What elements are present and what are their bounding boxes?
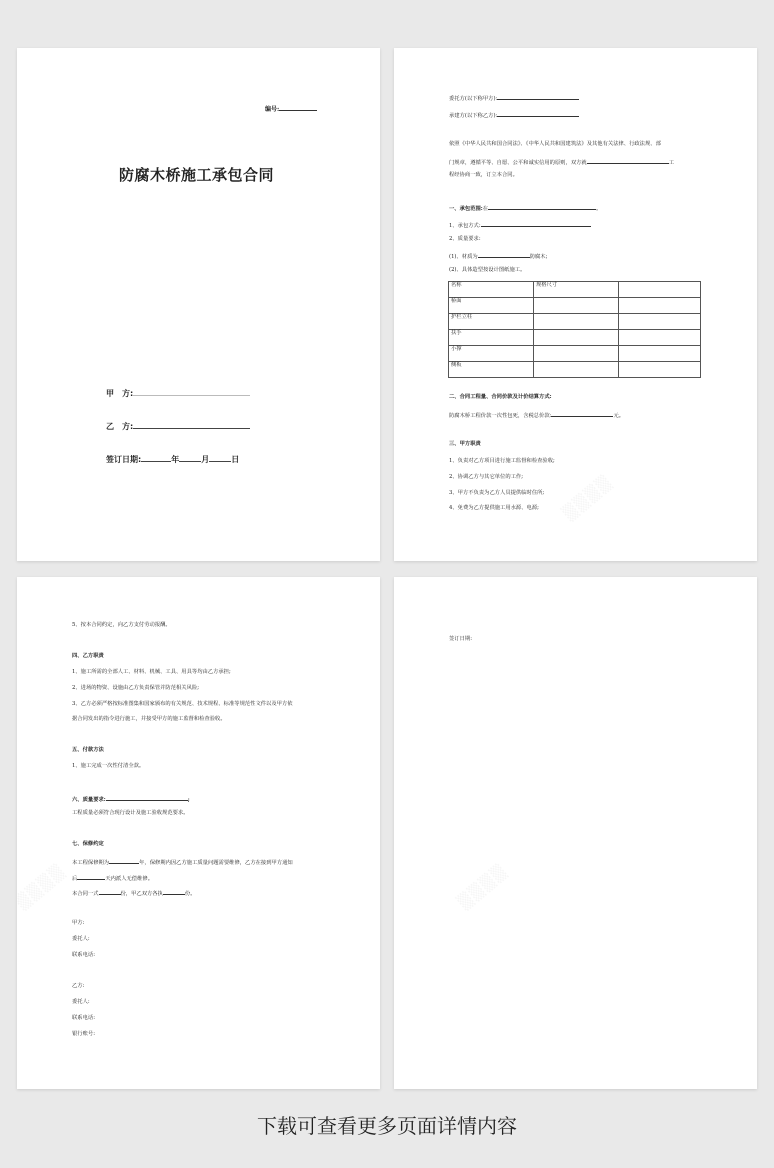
item-1	[449, 220, 591, 230]
table-cell	[619, 362, 701, 378]
spec-table	[448, 281, 701, 378]
intro-line-2	[449, 157, 674, 167]
client-blank	[497, 93, 579, 100]
month-label: 月	[201, 455, 210, 464]
watermark	[17, 861, 69, 912]
intro-line-1: 依照《中华人民共和国合同法》、《中华人民共和国建筑法》及其他有关法律、行政法规、部	[449, 141, 661, 147]
table-cell: 小撑	[449, 346, 534, 362]
intro-2-end: 工	[668, 160, 675, 166]
page-4	[394, 577, 757, 1089]
sign-date-field	[106, 452, 239, 465]
contract-number-line	[279, 104, 317, 111]
client-line	[449, 93, 579, 103]
table-row	[449, 346, 701, 362]
method-blank	[481, 220, 591, 227]
section-6-title: 六、质量要求:	[72, 797, 106, 803]
party-b-line	[133, 419, 250, 429]
project-blank	[587, 157, 669, 164]
section-4-item: 2、进场的物资、设施由乙方负责保管并防范相关风险;	[72, 685, 199, 691]
table-cell: 桥面	[449, 298, 534, 314]
item-2-2: (2)、具体造型按设计图纸施工。	[449, 267, 526, 273]
section-6-text: 工程质量必须符合现行设计及施工验收规范要求。	[72, 810, 189, 816]
party-b-label: 乙 方:	[106, 422, 134, 431]
price-blank	[551, 410, 613, 417]
section-6-end: ;	[187, 797, 190, 803]
material-blank	[478, 251, 530, 258]
s7-l1-b: 年，保修期内因乙方施工质量问题需要维修，乙方在接到甲方通知	[139, 860, 293, 866]
section-1-heading	[449, 203, 601, 213]
table-cell	[534, 362, 619, 378]
section-7-line-3	[72, 888, 196, 898]
section-2-text	[449, 410, 624, 420]
contract-number	[265, 104, 317, 113]
table-cell	[534, 346, 619, 362]
each-copies-blank	[163, 888, 185, 895]
party-a-label: 甲 方:	[106, 389, 134, 398]
section-2-title: 二、合同工程量、合同价款及计价结算方式:	[449, 394, 552, 400]
table-row	[449, 362, 701, 378]
quality-blank	[106, 794, 188, 801]
copies-blank	[99, 888, 121, 895]
year-label: 年	[171, 455, 180, 464]
table-cell	[619, 282, 701, 298]
bank-account: 银行账号:	[72, 1031, 95, 1037]
month-line	[179, 452, 201, 462]
day-line	[209, 452, 231, 462]
table-row	[449, 330, 701, 346]
trustee-b: 委托人:	[72, 999, 90, 1005]
table-row	[449, 314, 701, 330]
section-4-title: 四、乙方职责	[72, 653, 104, 659]
watermark	[455, 861, 511, 912]
party-a-line	[133, 386, 250, 396]
intro-2-text: 门规章，遵循平等、自愿、公平和诚实信用的原则，双方就	[449, 160, 587, 166]
section-4-item: 3、乙方必须严格按标准图集和国家颁布的有关规范、技术规程、标准等规范性文件以及甲方依	[72, 701, 293, 707]
section-6-heading	[72, 794, 190, 804]
party-a-sign: 甲方:	[72, 920, 85, 926]
section-3-title: 三、甲方职责	[449, 441, 481, 447]
party-b-field	[106, 419, 250, 432]
table-cell: 规格尺寸	[534, 282, 619, 298]
section-3-item: 4、免费为乙方提供施工用水源、电源;	[449, 505, 539, 511]
section-3-item: 3、甲方不负责为乙方人员提供临时住所;	[449, 490, 545, 496]
page-2	[394, 48, 757, 561]
s7-l1-a: 本工程保修期为	[72, 860, 110, 866]
page-cover	[17, 48, 380, 561]
section-7-line-1	[72, 857, 293, 867]
table-cell	[534, 314, 619, 330]
section-1-title: 一、承包范围:	[449, 206, 483, 212]
section-7-line-2	[72, 873, 153, 883]
sign-date-label: 签订日期:	[106, 455, 142, 464]
table-cell	[534, 298, 619, 314]
section-2-text-b: 元。	[613, 413, 625, 419]
s7-l3-c: 份。	[184, 891, 196, 897]
item-2: 2、质量要求:	[449, 236, 481, 242]
table-cell	[619, 330, 701, 346]
section-2-text-a: 防腐木桥工程价款一次性包死，含税总价款:	[449, 413, 552, 419]
item-2-1-end: 防腐木;	[529, 254, 548, 260]
table-cell	[534, 330, 619, 346]
watermark	[560, 472, 616, 523]
day-label: 日	[231, 455, 240, 464]
section-5-title: 五、付款方法	[72, 747, 104, 753]
section-1-at: 在	[482, 206, 489, 212]
client-label: 委托方(以下称甲方):	[449, 96, 498, 102]
section-7-title: 七、保修约定	[72, 841, 104, 847]
table-cell	[619, 346, 701, 362]
contractor-label: 承建方(以下称乙方):	[449, 113, 498, 119]
phone-b: 联系电话:	[72, 1015, 95, 1021]
section-1-end: 。	[596, 206, 602, 212]
item-2-1	[449, 251, 547, 261]
item-5: 5、按本合同约定，向乙方支付劳动报酬。	[72, 622, 171, 628]
trustee-a: 委托人:	[72, 936, 90, 942]
section-4-item: 据合同发出的指令进行施工，并接受甲方的施工监督和检查验收。	[72, 716, 226, 722]
contract-number-label: 编号:	[265, 106, 280, 113]
s7-l2-a: 后	[72, 876, 78, 882]
contractor-blank	[497, 110, 579, 117]
section-5-item: 1、施工完成一次性付清全款。	[72, 763, 145, 769]
sign-date: 签订日期:	[449, 636, 472, 642]
s7-l3-a: 本合同一式	[72, 891, 99, 897]
item-2-1-label: (1)、材质为	[449, 254, 478, 260]
table-cell: 名称	[449, 282, 534, 298]
table-cell	[619, 298, 701, 314]
repair-days-blank	[77, 873, 105, 880]
table-row	[449, 298, 701, 314]
table-row	[449, 282, 701, 298]
table-cell: 扶手	[449, 330, 534, 346]
party-a-field	[106, 386, 250, 399]
download-caption: 下载可查看更多页面详情内容	[257, 1114, 517, 1138]
warranty-years-blank	[109, 857, 139, 864]
contractor-line	[449, 110, 579, 120]
section-3-item: 1、负责对乙方项目进行施工监督和检查验收;	[449, 458, 555, 464]
s7-l3-b: 份，甲乙双方各执	[120, 891, 163, 897]
s7-l2-b: 天内派人无偿维修。	[105, 876, 153, 882]
section-3-item: 2、协调乙方与其它单位的工作;	[449, 474, 524, 480]
phone-a: 联系电话:	[72, 952, 95, 958]
year-line	[141, 452, 171, 462]
table-cell: 护栏立柱	[449, 314, 534, 330]
intro-line-3: 程经协商一致，订立本合同。	[449, 172, 518, 178]
section-4-item: 1、施工所需的全部人工、材料、机械、工具、用具等均由乙方承担;	[72, 669, 231, 675]
party-b-sign: 乙方:	[72, 983, 85, 989]
page-3	[17, 577, 380, 1089]
scope-blank	[488, 203, 596, 210]
item-1-label: 1、承包方式:	[449, 223, 481, 229]
table-cell	[619, 314, 701, 330]
contract-title: 防腐木桥施工承包合同	[119, 166, 275, 184]
table-cell: 侧板	[449, 362, 534, 378]
